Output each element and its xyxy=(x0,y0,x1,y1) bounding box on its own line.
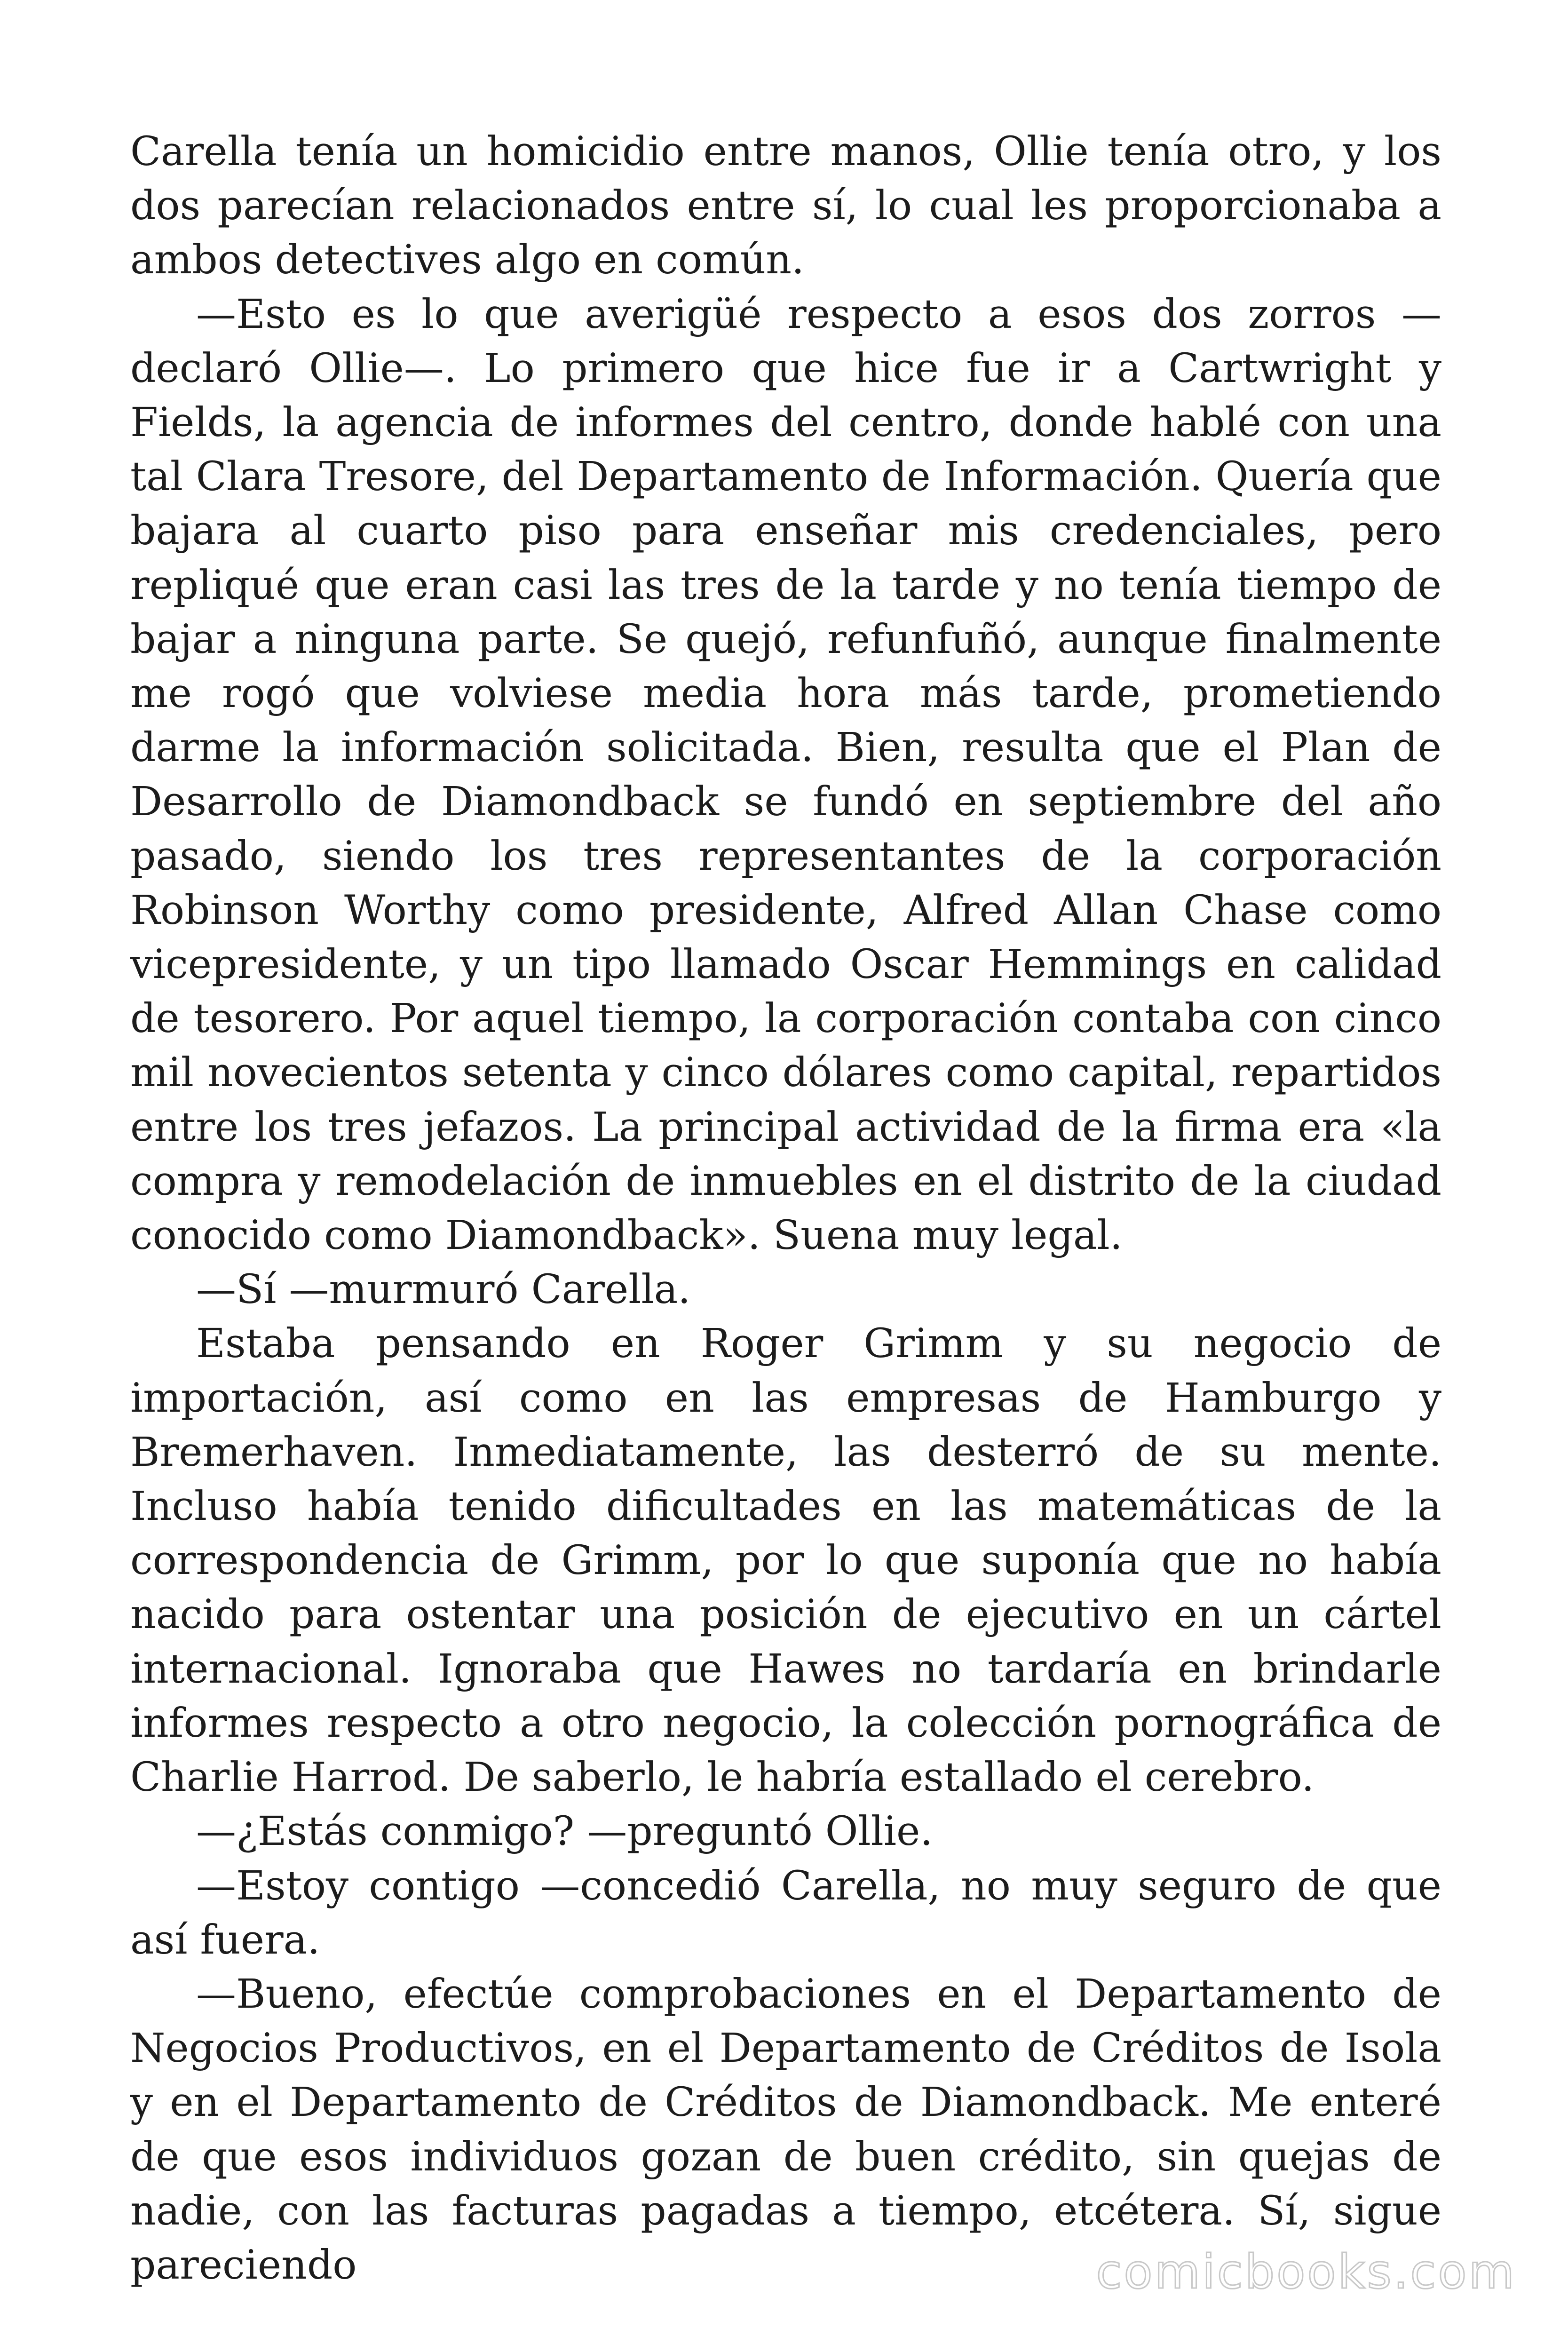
paragraph-2: —Esto es lo que averigüé respecto a esos dos zorros —declaró Ollie—. Lo primero que hice fue ir a Cartwright y Fields, la agencia de informes del centro, donde hablé con una tal Clara Tresore, del Departamento de Información. Quería que bajara al cuarto piso para enseñar mis credenciales, pero repliqué que eran casi las tres de la tarde y no tenía tiempo de bajar a ninguna parte. Se quejó, refunfuñó, aunque finalmente me rogó que volviese media hora más tarde, prometiendo darme la información solicitada. Bien, resulta que el Plan de Desarrollo de Diamondback se fundó en septiembre del año pasado, siendo los tres representantes de la corporación Robinson Worthy como presidente, Alfred Allan Chase como vicepresidente, y un tipo llamado Oscar Hemmings en calidad de tesorero. Por aquel tiempo, la corporación contaba con cinco mil novecientos setenta y cinco dólares como capital, repartidos entre los tres jefazos. La principal actividad de la firma era «la compra y remodelación de inmuebles en el distrito de la ciudad conocido como Diamondback». Suena muy legal. xyxy=(130,291,1441,1259)
paragraph-6: —Estoy contigo —concedió Carella, no muy seguro de que así fuera. xyxy=(130,1862,1441,1963)
paragraph-4: Estaba pensando en Roger Grimm y su negocio de importación, así como en las empresas de Hamburgo y Bremerhaven. Inmediatamente, las desterró de su mente. Incluso había tenido dificultades en las matemáticas de la correspondencia de Grimm, por lo que suponía que no había nacido para ostentar una posición de ejecutivo en un cártel internacional. Ignoraba que Hawes no tardaría en brindarle informes respecto a otro negocio, la colección pornográfica de Charlie Harrod. De saberlo, le habría estallado el cerebro. xyxy=(130,1320,1441,1801)
paragraph-3: —Sí —murmuró Carella. xyxy=(196,1266,691,1313)
paragraph-7: —Bueno, efectúe comprobaciones en el Departamento de Negocios Productivos, en el Departamento de Créditos de Isola y en el Departamento de Créditos de Diamondback. Me enteré de que esos individuos gozan de buen crédito, sin quejas de nadie, con las facturas pagadas a tiempo, etcétera. Sí, sigue pareciendo xyxy=(130,1971,1441,2288)
paragraph-5: —¿Estás conmigo? —preguntó Ollie. xyxy=(196,1808,933,1855)
watermark: comicbooks.com xyxy=(1096,2244,1516,2299)
paragraph-1: Carella tenía un homicidio entre manos, Ollie tenía otro, y los dos parecían relacionados entre sí, lo cual les proporcionaba a ambos detectives algo en común. xyxy=(130,128,1441,284)
book-page-text xyxy=(130,125,1441,2292)
